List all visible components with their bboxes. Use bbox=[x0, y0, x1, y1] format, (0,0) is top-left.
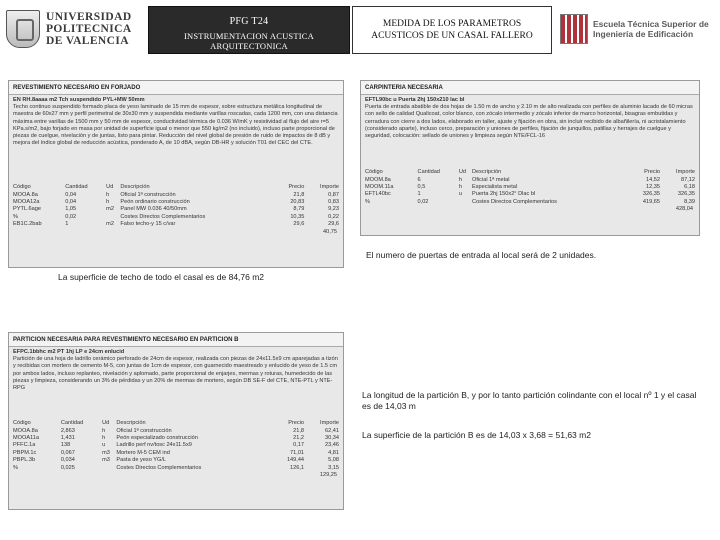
forjado-table bbox=[13, 184, 339, 228]
table-cell: 62,41 bbox=[325, 427, 339, 434]
table-cell: MOOA11a bbox=[13, 435, 40, 442]
particion-table bbox=[13, 420, 339, 472]
col-codigo: Código bbox=[365, 169, 383, 176]
table-cell: 29,6 bbox=[328, 221, 339, 228]
carpinteria-total: 428,04 bbox=[675, 206, 693, 213]
table-cell: 0,034 bbox=[60, 457, 75, 464]
table-cell: EFTL40bc bbox=[365, 191, 391, 198]
table-cell: 0,04 bbox=[65, 199, 77, 206]
col-descripcion: Descripción bbox=[116, 420, 146, 427]
table-cell: 8,79 bbox=[293, 206, 305, 213]
particion-code-line: EFPC.1bbhc m2 PT 1hj LP e 24cm enlucid bbox=[13, 349, 125, 355]
table-cell: Peón ordinario construcción bbox=[120, 199, 190, 206]
table-cell: 1,05 bbox=[65, 206, 77, 213]
table-cell: 6 bbox=[417, 176, 421, 183]
table-cell: 30,34 bbox=[325, 435, 339, 442]
table-cell: MOOA12a bbox=[13, 199, 40, 206]
table-row bbox=[365, 184, 695, 191]
table-cell: % bbox=[13, 213, 18, 220]
table-header-row bbox=[13, 420, 339, 427]
col-ud: Ud bbox=[458, 169, 466, 176]
table-cell: h bbox=[102, 427, 106, 434]
table-cell: PBPL.3b bbox=[13, 457, 36, 464]
col-importe: Importe bbox=[676, 169, 695, 176]
table-cell: m2 bbox=[106, 206, 114, 213]
table-cell: m3 bbox=[102, 457, 110, 464]
course-year: CURSO 2010/2011 bbox=[215, 52, 283, 62]
note-particion-superficie: La superficie de la partición B es de 14,03 x 3,68 = 51,63 m2 bbox=[362, 430, 591, 440]
table-cell: MOOM.11a bbox=[365, 184, 394, 191]
table-cell: 126,1 bbox=[290, 464, 305, 471]
table-row bbox=[13, 450, 339, 457]
table-row bbox=[13, 435, 339, 442]
col-descripcion: Descripción bbox=[472, 169, 502, 176]
col-precio: Precio bbox=[288, 420, 305, 427]
carpinteria-body bbox=[361, 95, 699, 215]
upv-line-3: DE VALENCIA bbox=[46, 35, 129, 47]
table-row bbox=[13, 199, 339, 206]
table-row bbox=[13, 428, 339, 435]
table-cell: 21,8 bbox=[293, 191, 305, 198]
upv-crest-icon bbox=[6, 10, 40, 48]
table-cell: Pasta de yeso YG/L bbox=[116, 457, 167, 464]
subject-title-box bbox=[352, 6, 552, 54]
forjado-body bbox=[9, 95, 343, 238]
table-cell: Falso techo-y 15 c/var bbox=[120, 221, 176, 228]
forjado-panel bbox=[8, 80, 344, 268]
table-row bbox=[365, 199, 695, 206]
col-cantidad: Cantidad bbox=[60, 420, 84, 427]
forjado-title: REVESTIMIENTO NECESARIO EN FORJADO bbox=[9, 81, 343, 95]
table-cell: 138 bbox=[60, 442, 71, 449]
table-cell: 1 bbox=[65, 221, 69, 228]
col-ud: Ud bbox=[106, 184, 114, 191]
table-cell: Panel MW 0.036 40/50mm bbox=[120, 206, 187, 213]
particion-description: Partición de una hoja de ladrillo cerámico perforado de 24cm de espesor, realizada con piezas de 24x11.5x9 cm aparejadas a tizón y recibidas con mortero de cemento M-5, con juntas de 1cm de espesor, con guarnecido maestreado y enlucido de yeso de 1.5 cm por ambos lados, incluso replanteo, nivelación y aplomado, parte proporcional de enjarjes, mermas y roturas, humedecido de las piezas y limpieza, considerando un 3% de pérdidas y un 20% de mermas de mortero, según DB SE-F del CTE, NTE-PTL y NTE-RPG bbox=[13, 356, 338, 392]
col-cantidad: Cantidad bbox=[417, 169, 440, 176]
table-row bbox=[13, 465, 339, 472]
table-row bbox=[365, 177, 695, 184]
table-cell: 0,04 bbox=[65, 191, 77, 198]
table-cell: 29,6 bbox=[293, 221, 305, 228]
table-cell: h bbox=[458, 184, 462, 191]
carpinteria-table bbox=[365, 169, 695, 206]
table-cell: 20,83 bbox=[290, 199, 305, 206]
table-cell: h bbox=[458, 176, 462, 183]
carpinteria-panel bbox=[360, 80, 700, 236]
note-techo: La superficie de techo de todo el casal es de 84,76 m2 bbox=[58, 272, 265, 282]
table-cell: 1 bbox=[417, 191, 421, 198]
table-cell: 0,5 bbox=[417, 184, 426, 191]
table-cell: % bbox=[13, 464, 18, 471]
table-cell: 4,81 bbox=[328, 449, 339, 456]
table-row bbox=[13, 214, 339, 221]
col-cantidad: Cantidad bbox=[65, 184, 88, 191]
table-cell: Oficial 1ª metal bbox=[472, 176, 510, 183]
table-cell: 326,35 bbox=[677, 191, 695, 198]
particion-panel bbox=[8, 332, 344, 510]
table-cell: Oficial 1ª construcción bbox=[120, 191, 176, 198]
table-cell: % bbox=[365, 198, 370, 205]
col-precio: Precio bbox=[644, 169, 660, 176]
table-cell: h bbox=[102, 435, 106, 442]
col-descripcion: Descripción bbox=[120, 184, 150, 191]
table-cell bbox=[102, 465, 116, 472]
table-cell: u bbox=[102, 442, 106, 449]
table-cell: 0,83 bbox=[328, 199, 339, 206]
particion-body bbox=[9, 347, 343, 481]
table-cell: 0,02 bbox=[65, 213, 77, 220]
table-row bbox=[13, 221, 339, 228]
subject-line-1: MEDIDA DE LOS PARAMETROS bbox=[382, 19, 522, 29]
course-title-box bbox=[148, 6, 350, 62]
table-cell: 6,18 bbox=[684, 184, 695, 191]
table-cell: m2 bbox=[106, 221, 114, 228]
table-cell: u bbox=[458, 191, 462, 198]
table-cell: MOOM.8a bbox=[365, 176, 391, 183]
table-cell: MOOA.8a bbox=[13, 191, 38, 198]
table-cell: PYTL.6age bbox=[13, 206, 41, 213]
table-cell: Costes Directos Complementarios bbox=[472, 198, 557, 205]
table-cell: 3,15 bbox=[328, 464, 339, 471]
upv-line-2: POLITECNICA bbox=[46, 23, 132, 35]
table-cell: 23,46 bbox=[325, 442, 339, 449]
table-cell: Costes Directos Complementarios bbox=[120, 213, 206, 220]
school-line-1: Escuela Técnica Superior de bbox=[593, 19, 709, 29]
course-subtitle: INSTRUMENTACION ACUSTICA ARQUITECTONICA bbox=[184, 31, 314, 51]
table-cell: MOOA.8a bbox=[13, 427, 38, 434]
note-particion-longitud: La longitud de la partición B, y por lo tanto partición colindante con el local nº 1 y el casal es de 14,03 m bbox=[362, 390, 697, 411]
school-logo bbox=[560, 10, 712, 48]
col-ud: Ud bbox=[102, 420, 110, 427]
upv-line-1: UNIVERSIDAD bbox=[46, 11, 132, 23]
table-cell: Puerta 2hj 150x2° Dlac bl bbox=[472, 191, 536, 198]
col-importe: Importe bbox=[320, 184, 339, 191]
table-cell: Costes Directos Complementarios bbox=[116, 464, 202, 471]
table-cell: 2,863 bbox=[60, 427, 75, 434]
table-row bbox=[13, 206, 339, 213]
table-cell: 0,22 bbox=[328, 213, 339, 220]
forjado-total: 40,75 bbox=[323, 228, 337, 235]
col-codigo: Código bbox=[13, 420, 31, 427]
table-cell: Ladrillo perf nv/tosc 24x11.5x9 bbox=[116, 442, 192, 449]
table-cell: 0,067 bbox=[60, 449, 75, 456]
table-row bbox=[365, 191, 695, 198]
particion-title: PARTICION NECESARIA PARA REVESTIMIENTO NECESARIO EN PARTICION B bbox=[9, 333, 343, 347]
school-mark-icon bbox=[560, 14, 588, 44]
table-cell: EB1C.2bab bbox=[13, 221, 42, 228]
table-cell: 419,65 bbox=[642, 198, 660, 205]
table-cell: 12,35 bbox=[646, 184, 660, 191]
table-cell: 149,44 bbox=[286, 457, 305, 464]
table-cell: Oficial 1ª construcción bbox=[116, 427, 172, 434]
table-cell: 0,02 bbox=[417, 198, 429, 205]
table-cell bbox=[459, 199, 472, 206]
carpinteria-title: CARPINTERIA NECESARIA bbox=[361, 81, 699, 95]
table-row bbox=[13, 457, 339, 464]
table-cell: 87,12 bbox=[681, 176, 695, 183]
table-row bbox=[13, 442, 339, 449]
table-cell: 0,025 bbox=[60, 464, 75, 471]
school-name bbox=[593, 19, 709, 39]
table-cell: 8,39 bbox=[684, 198, 695, 205]
table-cell: 21,2 bbox=[293, 435, 305, 442]
table-cell bbox=[106, 214, 120, 221]
table-cell: m3 bbox=[102, 449, 110, 456]
table-row bbox=[13, 192, 339, 199]
table-cell: 326,35 bbox=[642, 191, 660, 198]
subject-line-2: ACUSTICOS DE UN CASAL FALLERO bbox=[371, 31, 533, 41]
table-cell: Especialista metal bbox=[472, 184, 518, 191]
forjado-description: Techo continuo suspendido formado placa de yeso laminado de 15 mm de espesor, sobre estructura metálica longitudinal de maestra de 60x27 mm y perfil perimetral de 30x30 mm y suspendida mediante varillas roscadas, cada 1200 mm, con una distancia máxima entre varillas de 1500 mm y 50 mm de espesor, conductividad térmica de 0.036 W/mK y resistividad al flujo del aire r=5 KPa.s/m2, bajo forjado en masa por unidad de superficie igual o menor que 550 kg/m2 (no incluido), incluso parte proporcional de piezas de cuelgue, nivelación y de juntas, listo para pintar. Reducción del nivel global de presión de ruido de impactos de 8 dB y mejora del índice global de reducción acústica, ponderado A, de 10 dBA, según DB-HR y solución T01 del CEC del CTE. bbox=[13, 104, 338, 147]
table-cell: 14,52 bbox=[646, 176, 660, 183]
table-header-row bbox=[365, 169, 695, 176]
table-cell: 10,35 bbox=[290, 213, 305, 220]
table-cell: h bbox=[106, 191, 110, 198]
table-cell: 9,23 bbox=[328, 206, 339, 213]
table-cell: Mortero M-5 CEM ind bbox=[116, 449, 170, 456]
course-title: PFG T24 bbox=[229, 16, 269, 27]
table-cell: 5,08 bbox=[328, 457, 339, 464]
table-header-row bbox=[13, 184, 339, 191]
table-cell: 71,01 bbox=[290, 449, 305, 456]
table-cell: Peón especializado construcción bbox=[116, 435, 198, 442]
col-importe: Importe bbox=[320, 420, 339, 427]
table-cell: PFFC.1a bbox=[13, 442, 36, 449]
forjado-code-line: EN RH.8aaaa m2 Tch suspendido PYL+MW 50mm bbox=[13, 97, 145, 103]
table-cell: 21,8 bbox=[293, 427, 305, 434]
table-cell: 1,431 bbox=[60, 435, 75, 442]
note-puertas: El numero de puertas de entrada al local será de 2 unidades. bbox=[366, 250, 597, 260]
col-precio: Precio bbox=[288, 184, 305, 191]
upv-name bbox=[46, 11, 132, 47]
col-codigo: Código bbox=[13, 184, 31, 191]
particion-total: 129,25 bbox=[319, 472, 337, 479]
school-line-2: Ingeniería de Edificación bbox=[593, 29, 694, 39]
table-cell: PBPM.1c bbox=[13, 449, 37, 456]
carpinteria-description: Puerta de entrada abatible de dos hojas de 1.50 m de ancho y 2.10 m de alto realizada con perfiles de aluminio lacado de 60 micras con sello de calidad Qualicoat, color blanco, con zócalo intermedio y zócalo inferior de marco horizontal, bisagras embutidas y cerradura con cierre a dos lados, elaborado en taller, ajuste y fijación en obra, sin incluir recibido de albañilería, ni acristalamiento (considerado aparte), incluso cerco, preparación y uniones de perfiles, fijación de junquillos, patillas y herrajes de cuelgue y seguridad, colocación: sellado de uniones y limpieza según NTE/FCL-16 bbox=[365, 104, 693, 140]
carpinteria-code-line: EFTL90bc u Puerta 2hj 150x210 lac bl bbox=[365, 97, 465, 103]
table-cell: 0,17 bbox=[293, 442, 305, 449]
upv-logo bbox=[6, 8, 144, 50]
table-cell: 0,87 bbox=[328, 191, 339, 198]
table-cell: h bbox=[106, 199, 110, 206]
